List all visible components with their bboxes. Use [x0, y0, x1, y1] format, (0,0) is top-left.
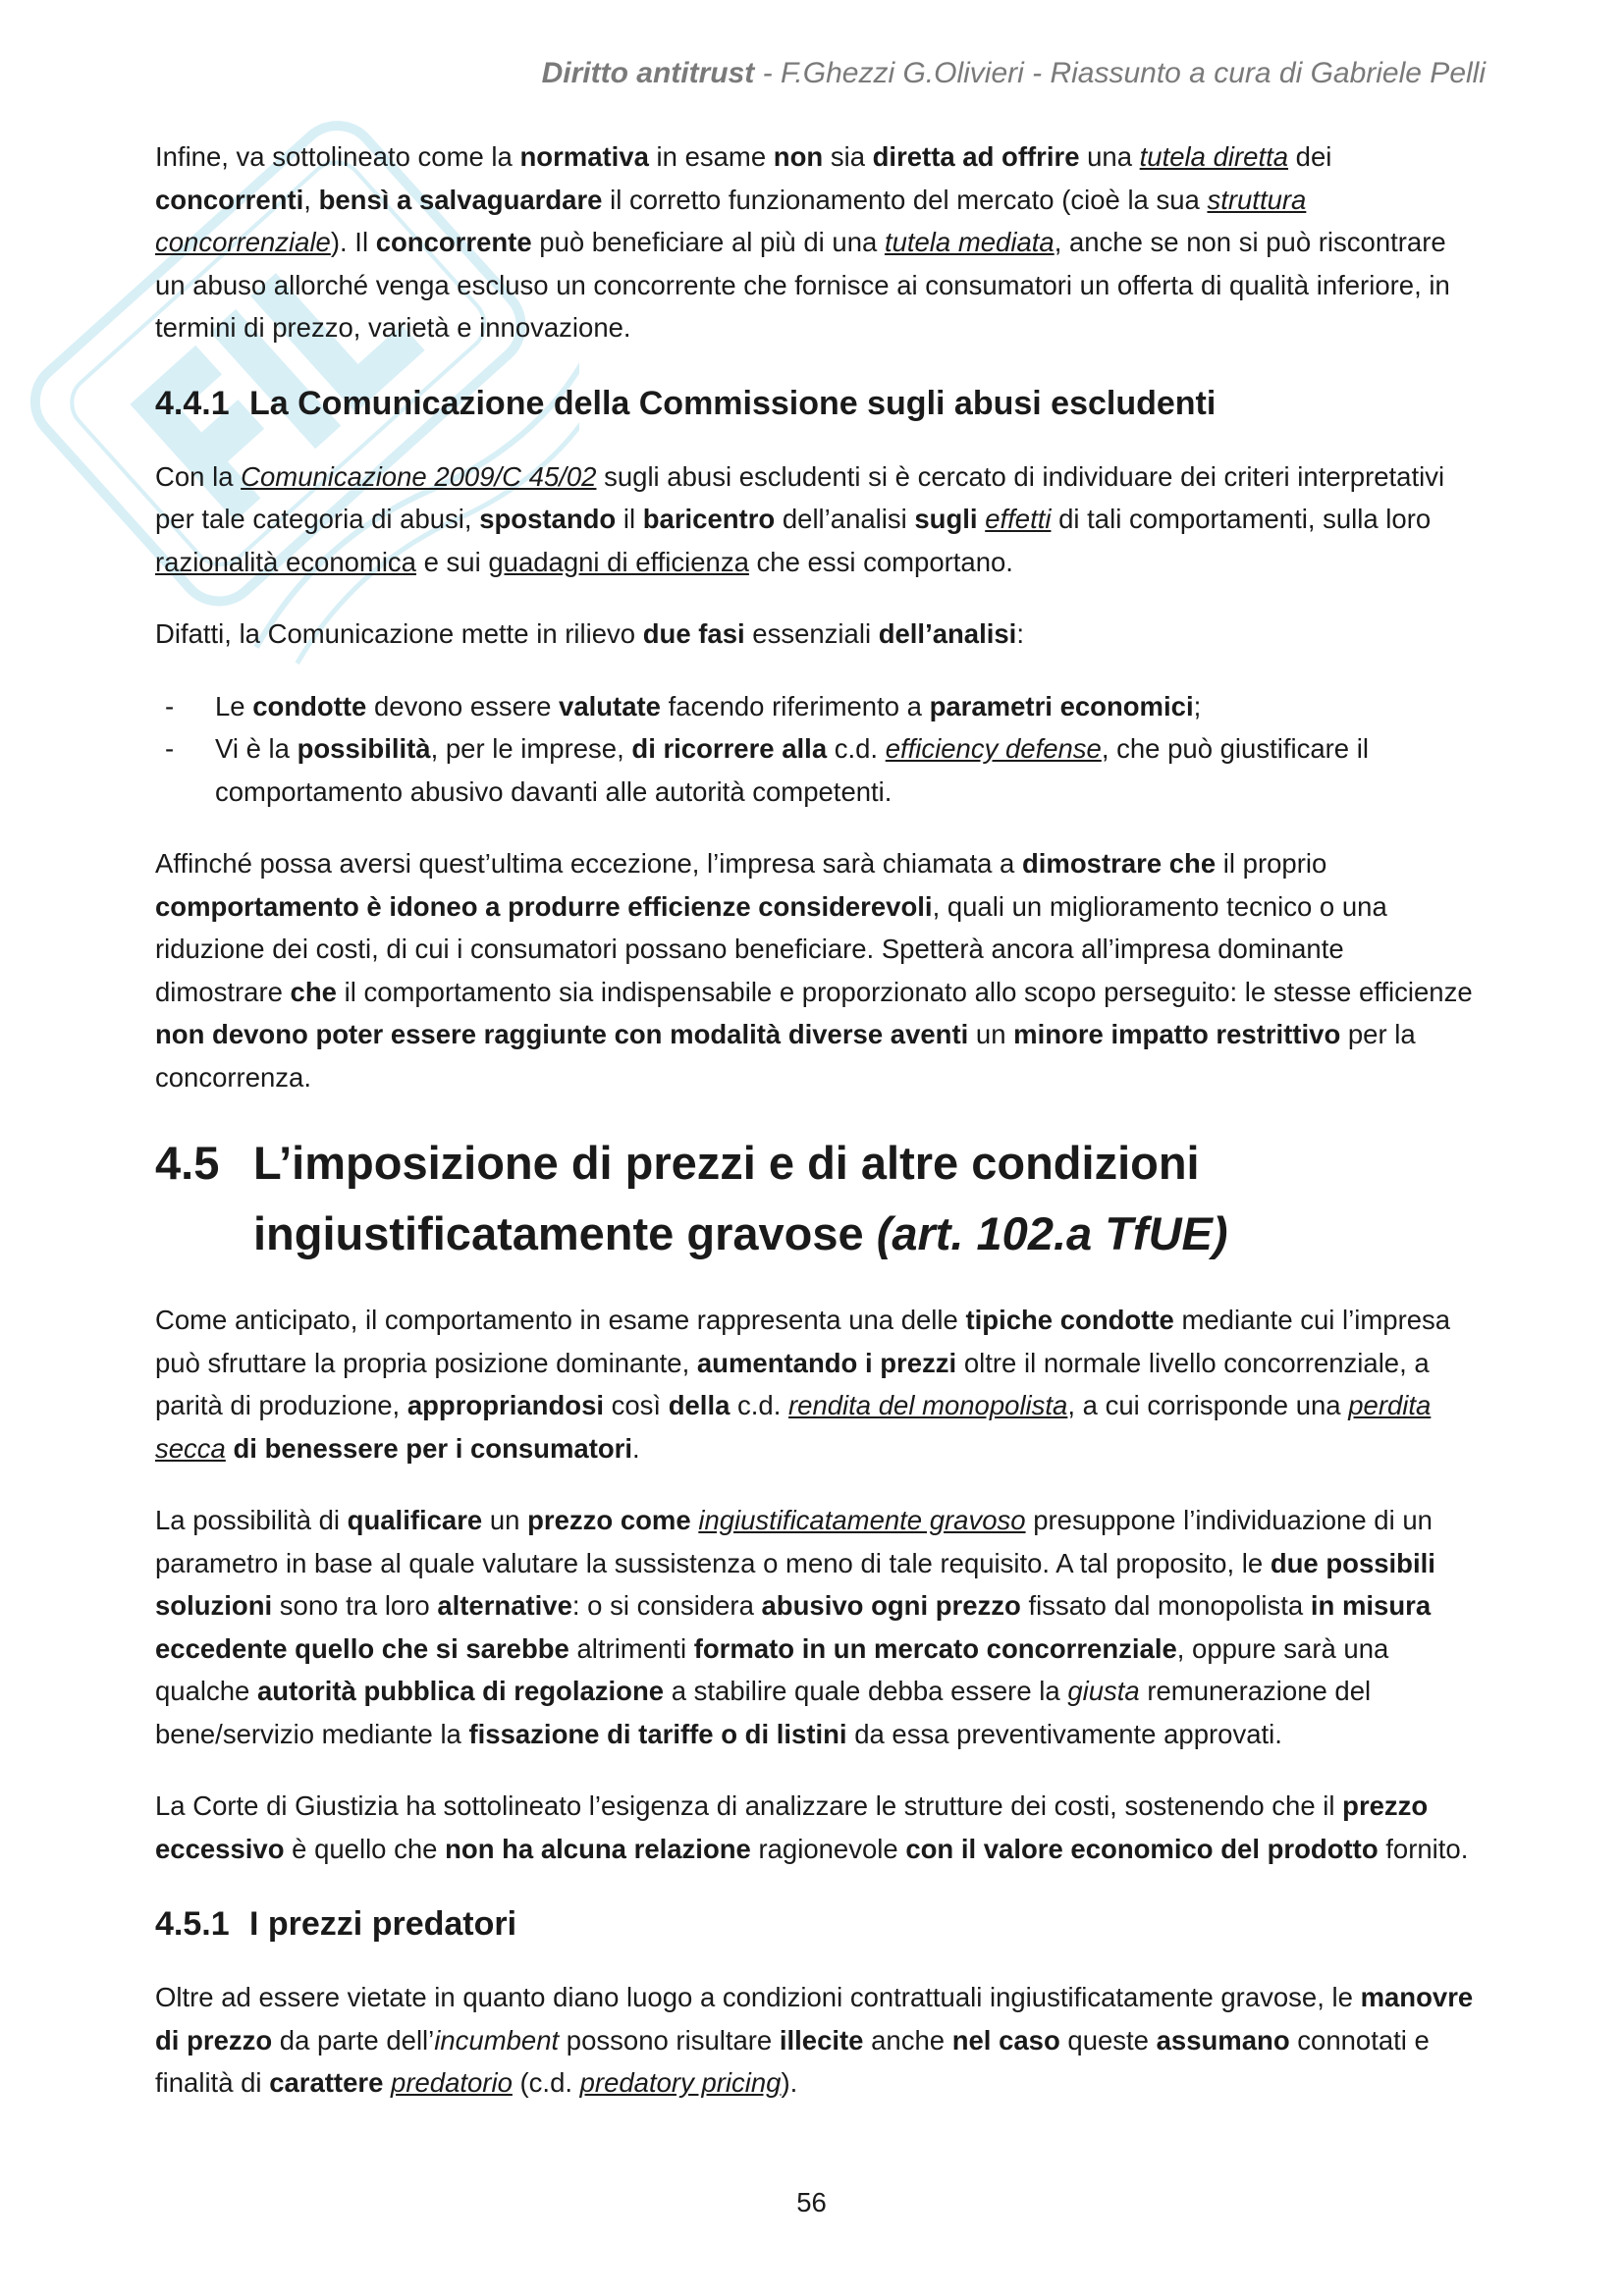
- dash-list: [155, 685, 1476, 814]
- paragraph-comunicazione: Con la Comunicazione 2009/C 45/02 sugli abusi escludenti si è cercato di individuare dei criteri interpretativi per tale categoria di abusi, spostando il baricentro dell’analisi sugli effetti di tali comportamenti, sulla loro razionalità economica e sui guadagni di efficienza che essi comportano.: [155, 460, 1445, 577]
- running-header: [542, 57, 1486, 90]
- section-heading-4-5-1: 4.5.1 I prezzi predatori: [155, 1905, 517, 1943]
- paragraph-come-anticipato: Come anticipato, il comportamento in esame rappresenta una delle tipiche condotte mediante cui l’impresa può sfruttare la propria posizione dominante, aumentando i prezzi oltre il normale livello concorrenziale, a parità di produzione, appropriandosi così della c.d. rendita del monopolista, a cui corrisponde una perdita secca di benessere per i consumatori.: [155, 1305, 1451, 1464]
- page-body: [155, 135, 1476, 2134]
- paragraph-difatti: Difatti, la Comunicazione mette in rilievo due fasi essenziali dell’analisi:: [155, 618, 1024, 649]
- list-item: - Le condotte devono essere valutate facendo riferimento a parametri economici;: [155, 685, 1476, 728]
- section-heading-4-5: 4.5 L’imposizione di prezzi e di altre condizioni ingiustificatamente gravose (art. 102.a TfUE): [155, 1137, 1228, 1259]
- paragraph-affinche: Affinché possa aversi quest’ultima eccezione, l’impresa sarà chiamata a dimostrare che il proprio comportamento è idoneo a produrre efficienze considerevoli, quali un miglioramento tecnico o una riduzione dei costi, di cui i consumatori possano beneficiare. Spetterà ancora all’impresa dominante dimostrare che il comportamento sia indispensabile e proporzionato allo scopo perseguito: le stesse efficienze non devono poter essere raggiunte con modalità diverse aventi un minore impatto restrittivo per la concorrenza.: [155, 848, 1473, 1093]
- paragraph-intro: Infine, va sottolineato come la normativa in esame non sia diretta ad offrire una tutela diretta dei concorrenti, bensì a salvaguardare il corretto funzionamento del mercato (cioè la sua struttura concorrenziale). Il concorrente può beneficiare al più di una tutela mediata, anche se non si può riscontrare un abuso allorché venga escluso un concorrente che fornisce ai consumatori un offerta di qualità inferiore, in termini di prezzo, varietà e innovazione.: [155, 141, 1450, 343]
- list-item: - Vi è la possibilità, per le imprese, di ricorrere alla c.d. efficiency defense, che può giustificare il comportamento abusivo davanti alle autorità competenti.: [155, 727, 1476, 813]
- page-number: 56: [796, 2187, 827, 2217]
- paragraph-corte-giustizia: La Corte di Giustizia ha sottolineato l’esigenza di analizzare le strutture dei costi, sostenendo che il prezzo eccessivo è quello che non ha alcuna relazione ragionevole con il valore economico del prodotto fornito.: [155, 1790, 1469, 1864]
- paragraph-possibilita: La possibilità di qualificare un prezzo come ingiustificatamente gravoso presuppone l’individuazione di un parametro in base al quale valutare la sussistenza o meno di tale requisito. A tal proposito, le due possibili soluzioni sono tra loro alternative: o si considera abusivo ogni prezzo fissato dal monopolista in misura eccedente quello che si sarebbe altrimenti formato in un mercato concorrenziale, oppure sarà una qualche autorità pubblica di regolazione a stabilire quale debba essere la giusta remunerazione del bene/servizio mediante la fissazione di tariffe o di listini da essa preventivamente approvati.: [155, 1505, 1435, 1749]
- header-title: Diritto antitrust: [541, 57, 755, 89]
- header-authors: - F.Ghezzi G.Olivieri - Riassunto a cura di Gabriele Pelli: [754, 57, 1486, 89]
- section-heading-4-4-1: 4.4.1 La Comunicazione della Commissione sugli abusi escludenti: [155, 384, 1217, 422]
- paragraph-prezzi-predatori: Oltre ad essere vietate in quanto diano luogo a condizioni contrattuali ingiustificatamente gravose, le manovre di prezzo da parte dell’incumbent possono risultare illecite anche nel caso queste assumano connotati e finalità di carattere predatorio (c.d. predatory pricing).: [155, 1982, 1474, 2098]
